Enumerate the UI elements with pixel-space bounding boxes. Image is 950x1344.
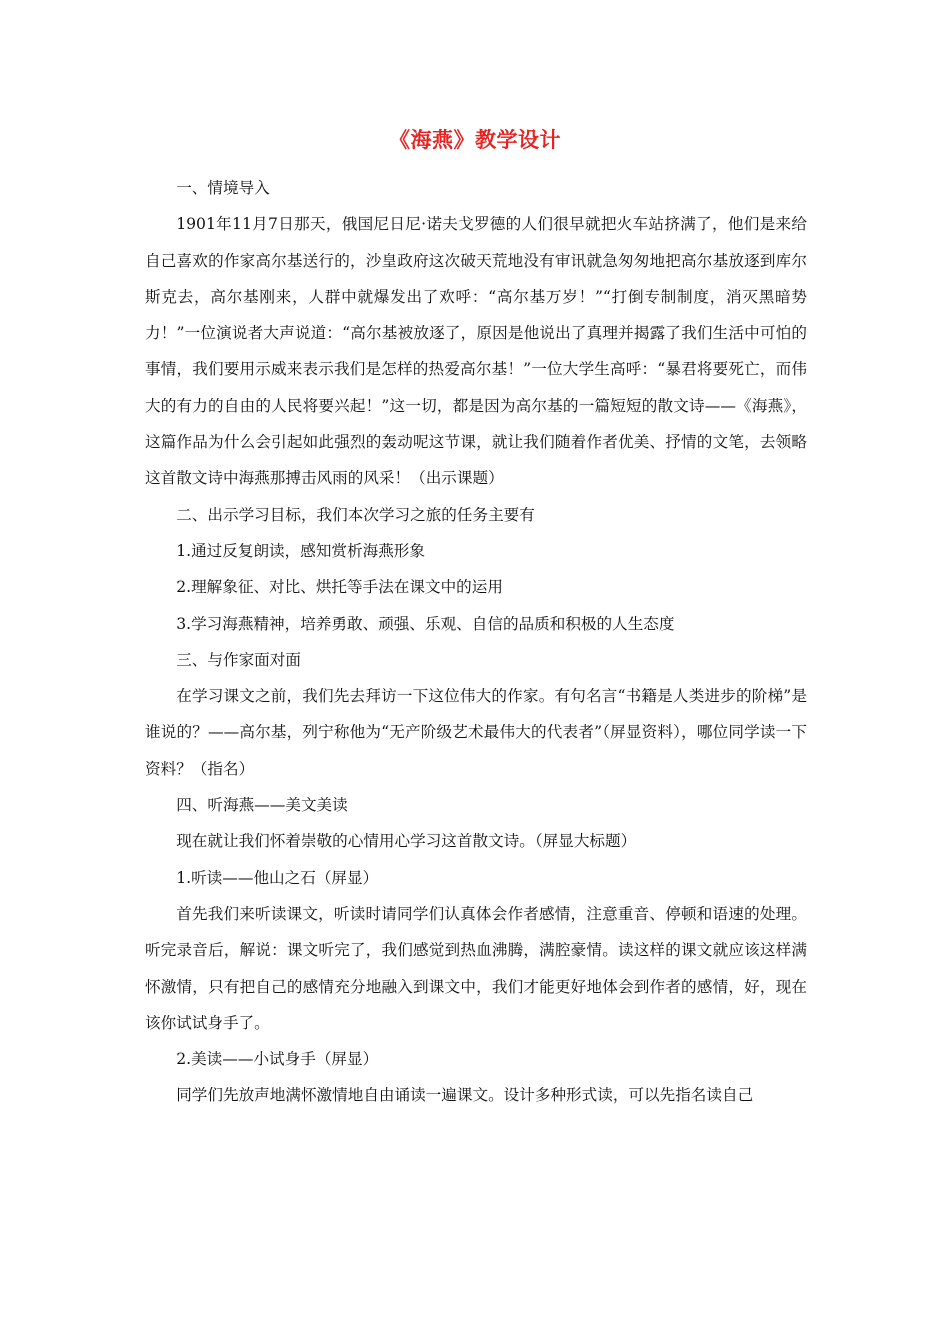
document-title: 《海燕》教学设计 <box>389 128 561 152</box>
section-heading-reading: 四、听海燕——美文美读 <box>176 796 348 815</box>
paragraph-listen: 首先我们来听读课文，听读时请同学们认真体会作者感情，注意重音、停顿和语速的处理。听完录音后，解说：课文听完了，我们感觉到热血沸腾，满腔豪情。读这样的课文就应该这样满怀激情，只有把自己的感情充分地融入到课文中，我们才能更好地体会到作者的感情，好，现在该你试试身手了。 <box>145 904 807 1032</box>
paragraph-read-aloud: 同学们先放声地满怀激情地自由诵读一遍课文。设计多种形式读，可以先指名读自己 <box>176 1086 754 1105</box>
subheading-listen: 1.听读——他山之石（屏显） <box>176 868 379 887</box>
paragraph-reading-intro: 现在就让我们怀着崇敬的心情用心学习这首散文诗。（屏显大标题） <box>176 832 637 851</box>
section-heading-intro: 一、情境导入 <box>176 179 270 197</box>
goal-item-1: 1.通过反复朗读，感知赏析海燕形象 <box>176 541 425 560</box>
document-body <box>145 170 807 1114</box>
goal-item-2: 2.理解象征、对比、烘托等手法在课文中的运用 <box>176 578 503 597</box>
goal-item-3: 3.学习海燕精神，培养勇敢、顽强、乐观、自信的品质和积极的人生态度 <box>176 614 675 633</box>
paragraph-author: 在学习课文之前，我们先去拜访一下这位伟大的作家。有句名言“书籍是人类进步的阶梯”是谁说的？——高尔基，列宁称他为“无产阶级艺术最伟大的代表者”（屏显资料），哪位同学读一下资料？（指名） <box>145 687 807 778</box>
subheading-read-aloud: 2.美读——小试身手（屏显） <box>176 1050 379 1069</box>
section-heading-goals: 二、出示学习目标，我们本次学习之旅的任务主要有 <box>176 505 535 524</box>
section-heading-author: 三、与作家面对面 <box>176 650 301 669</box>
paragraph-intro: 1901年11月7日那天，俄国尼日尼·诺夫戈罗德的人们很早就把火车站挤满了，他们是来给自己喜欢的作家高尔基送行的，沙皇政府这次破天荒地没有审讯就急匆匆地把高尔基放逐到库尔斯克去，高尔基刚来，人群中就爆发出了欢呼：“高尔基万岁！”“打倒专制制度，消灭黑暗势力！”一位演说者大声说道：“高尔基被放逐了，原因是他说出了真理并揭露了我们生活中可怕的事情，我们要用示威来表示我们是怎样的热爱高尔基！”一位大学生高呼：“暴君将要死亡，而伟大的有力的自由的人民将要兴起！”这一切，都是因为高尔基的一篇短短的散文诗——《海燕》，这篇作品为什么会引起如此强烈的轰动呢这节课，就让我们随着作者优美、抒情的文笔，去领略这首散文诗中海燕那搏击风雨的风采！（出示课题） <box>145 215 807 488</box>
